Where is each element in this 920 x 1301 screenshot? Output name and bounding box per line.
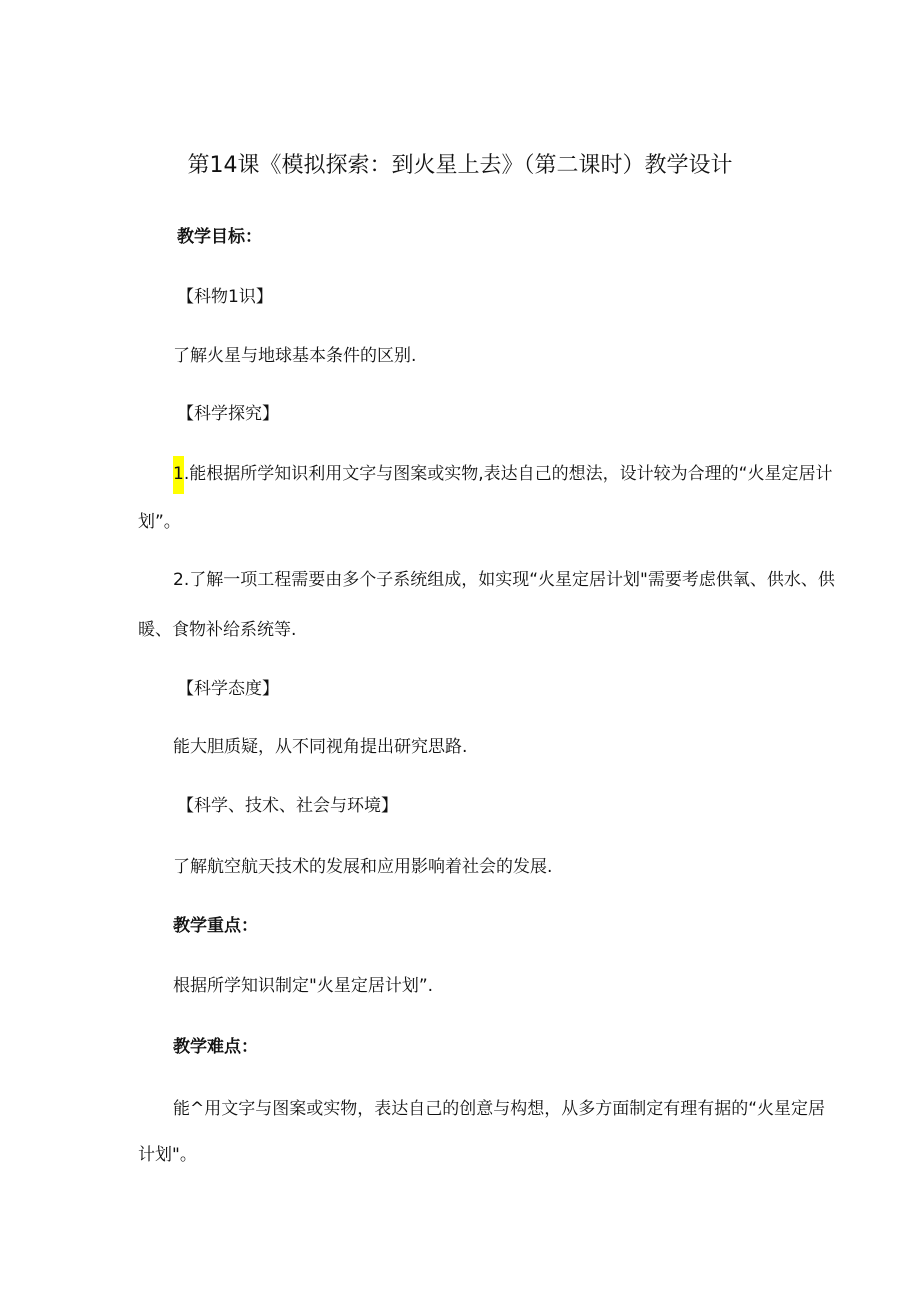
knowledge-text: 了解火星与地球基本条件的区别.	[173, 346, 417, 366]
inquiry-item-1	[173, 462, 832, 494]
sts-heading: 【科学、技术、社会与环境】	[177, 796, 398, 816]
difficulties-line-1: 能^用文字与图案或实物，表达自己的创意与构想，从多方面制定有理有据的“火星定居	[173, 1099, 826, 1119]
inquiry-item-1-line-2: 划”。	[138, 512, 181, 532]
difficulties-line-2: 计划"。	[138, 1145, 197, 1165]
attitude-text: 能大胆质疑，从不同视角提出研究思路.	[173, 737, 468, 757]
inquiry-item-2-line-1: 2.了解一项工程需要由多个子系统组成，如实现“火星定居计划"需要考虑供氧、供水、供	[173, 570, 835, 590]
highlighted-number: 1	[173, 456, 184, 494]
key-points-heading: 教学重点：	[173, 916, 258, 936]
knowledge-heading: 【科物1识】	[177, 287, 273, 307]
attitude-heading: 【科学态度】	[177, 679, 279, 699]
inquiry-item-2-line-2: 暖、食物补给系统等.	[138, 620, 297, 640]
inquiry-item-1-line-1: .能根据所学知识利用文字与图案或实物,表达自己的想法，设计较为合理的“火星定居计	[183, 464, 833, 484]
document-title: 第14课《模拟探索：到火星上去》（第二课时）教学设计	[187, 153, 733, 178]
difficulties-heading: 教学难点：	[173, 1037, 258, 1057]
sts-text: 了解航空航天技术的发展和应用影响着社会的发展.	[173, 857, 553, 877]
inquiry-heading: 【科学探究】	[177, 404, 279, 424]
objectives-heading: 教学目标：	[177, 227, 262, 247]
key-points-text: 根据所学知识制定"火星定居计划”.	[173, 976, 434, 996]
